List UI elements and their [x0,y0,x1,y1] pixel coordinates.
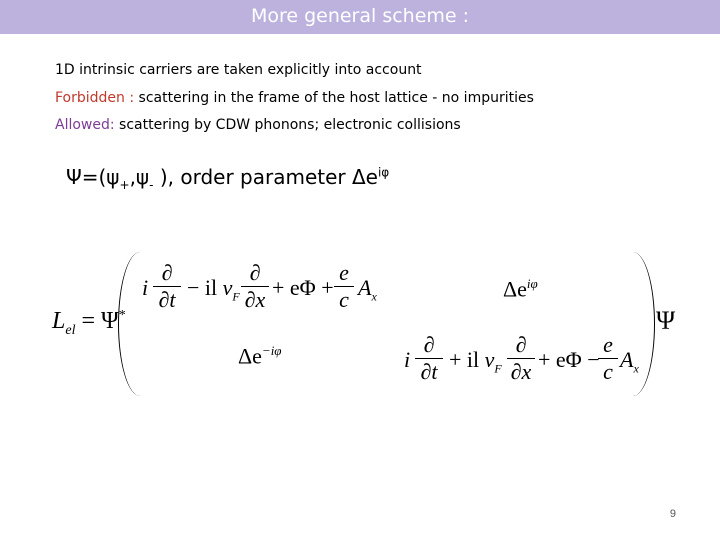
a12-exp: iφ [526,276,538,291]
psi-definition [66,165,389,192]
psi-lhs: Ψ=(ψ [66,165,120,189]
a11-minus-i: − il $v_F$ [187,275,240,304]
a11-frac-dt [153,260,181,313]
a22-e-num: e [598,332,618,359]
a11-dx-den: ∂x [244,287,266,312]
a22-frac-dx [507,332,535,385]
a22-ax [620,347,639,376]
a22-vf-sub: F [494,361,502,376]
a21-base: Δe [238,343,262,369]
a12-delta [503,276,538,302]
a11-ax-sub: x [371,289,377,304]
eq-l-sub: el [65,322,76,338]
a22-plus-ephi: + eΦ − [538,347,600,372]
allowed-label: Allowed: [55,117,120,133]
eq-psi-star-base: = Ψ [81,308,119,334]
a22-vf: v [484,347,495,372]
a22-dx-num: ∂ [507,332,535,359]
lagrangian-lhs [52,308,126,339]
a11-frac-ec [334,260,354,313]
a11-e-num: e [334,260,354,287]
a11-plus-ephi: + eΦ + [272,275,334,300]
text-line-allowed [55,117,461,133]
psi-plus-sub: + [119,178,130,192]
matrix-left-paren [118,252,141,396]
a11-frac-dx [241,260,269,313]
a11-dx-num: ∂ [241,260,269,287]
a11-ax [358,275,377,304]
a22-c-den: c [603,359,613,384]
allowed-text: scattering by CDW phonons; electronic collisions [119,117,461,133]
rhs-psi: Ψ [656,306,676,335]
psi-exp: iφ [377,165,390,180]
psi-rest: ), order parameter Δe [153,165,378,189]
a11-dt-den: ∂t [158,287,176,312]
text-line-forbidden [55,90,534,106]
a22-dx-den: ∂x [510,359,532,384]
eq-star: * [118,308,126,323]
forbidden-label: Forbidden : [55,90,139,106]
a22-dt-num: ∂ [415,332,443,359]
a22-i: i [404,347,411,372]
a11-vf: v [222,275,233,300]
a11-c-den: c [339,287,349,312]
a21-exp: −iφ [261,343,282,358]
a11-vf-sub: F [232,289,240,304]
a11-dt-num: ∂ [153,260,181,287]
slide-title: More general scheme : [250,5,470,27]
eq-l: L [52,308,66,334]
a22-ax-base: A [620,347,634,372]
a11-ax-base: A [358,275,372,300]
a22-frac-dt [415,332,443,385]
a22-mid: + i [449,347,474,372]
text-line-intrinsic: 1D intrinsic carriers are taken explicitly into account [55,62,422,78]
page-number: 9 [669,508,676,520]
a22-frac-ec [598,332,618,385]
a22-dt-den: ∂t [420,359,438,384]
psi-minus-sub: - [149,178,154,192]
a22-plus-i: + il $v_F$ [449,347,502,376]
a12-base: Δe [503,276,527,302]
a11-mid: − i [187,275,212,300]
a21-delta [238,343,282,369]
psi-comma: ,ψ [129,165,150,189]
a22-ax-sub: x [633,361,639,376]
forbidden-text: scattering in the frame of the host lattice - no impurities [138,90,534,106]
a11-i: i [142,275,149,300]
